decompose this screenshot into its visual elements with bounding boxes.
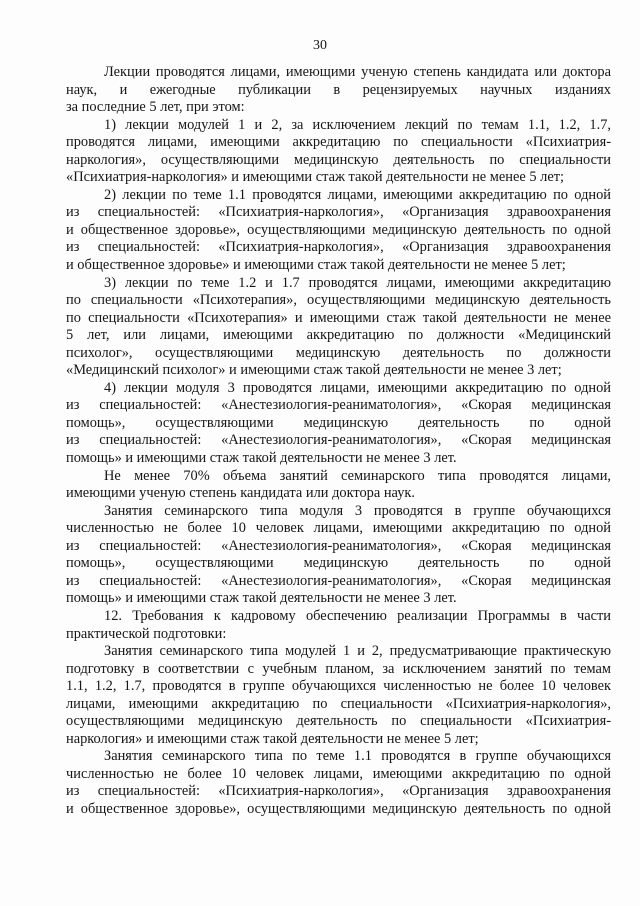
text-line: 4) лекции модуля 3 проводятся лицами, имеющими аккредитацию по одной bbox=[104, 379, 611, 396]
page-number: 30 bbox=[313, 38, 327, 53]
text-line: из специальностей: «Анестезиология-реаниматология», «Скорая медицинская bbox=[66, 432, 611, 449]
text-line: и общественное здоровье», осуществляющими медицинскую деятельность по одной bbox=[66, 800, 611, 817]
paragraph bbox=[66, 64, 611, 117]
text-line: практической подготовки: bbox=[66, 625, 227, 642]
paragraph bbox=[66, 503, 611, 608]
text-line: 5 лет, или лицами, имеющими аккредитацию по должности «Медицинский bbox=[66, 327, 611, 344]
text-line: из специальностей: «Психиатрия-наркология», «Организация здравоохранения bbox=[66, 204, 611, 221]
text-line: по специальности «Психотерапия» и имеющими стаж такой деятельности не менее bbox=[66, 309, 611, 326]
paragraph bbox=[66, 608, 611, 643]
text-line: наук, и ежегодные публикации в рецензируемых научных изданиях bbox=[66, 81, 611, 98]
text-line: осуществляющими медицинскую деятельность по специальности «Психиатрия- bbox=[66, 713, 611, 730]
text-line: помощь» и имеющими стаж такой деятельности не менее 3 лет. bbox=[66, 590, 457, 607]
paragraph bbox=[66, 748, 611, 818]
text-line: Занятия семинарского типа модуля 3 проводятся в группе обучающихся bbox=[104, 502, 611, 519]
document-body bbox=[66, 64, 611, 819]
text-line: из специальностей: «Психиатрия-наркология», «Организация здравоохранения bbox=[66, 783, 611, 800]
text-line: имеющими ученую степень кандидата или доктора наук. bbox=[66, 485, 415, 502]
text-line: из специальностей: «Анестезиология-реаниматология», «Скорая медицинская bbox=[66, 537, 611, 554]
text-line: помощь» и имеющими стаж такой деятельности не менее 3 лет. bbox=[66, 450, 457, 467]
text-line: «Психиатрия-наркология» и имеющими стаж такой деятельности не менее 5 лет; bbox=[66, 169, 565, 186]
text-line: и общественное здоровье», осуществляющими медицинскую деятельность по одной bbox=[66, 221, 611, 238]
text-line: Не менее 70% объема занятий семинарского типа проводятся лицами, bbox=[104, 467, 611, 484]
text-line: 1) лекции модулей 1 и 2, за исключением лекций по темам 1.1, 1.2, 1.7, bbox=[104, 116, 611, 133]
text-line: психолог», осуществляющими медицинскую деятельность по должности bbox=[66, 344, 611, 361]
paragraph bbox=[66, 643, 611, 748]
text-line: лицами, имеющими аккредитацию по специальности «Психиатрия-наркология», bbox=[66, 695, 611, 712]
text-line: по специальности «Психотерапия», осуществляющими медицинскую деятельность bbox=[66, 292, 611, 309]
paragraph bbox=[66, 187, 611, 275]
paragraph bbox=[66, 117, 611, 187]
paragraph bbox=[66, 380, 611, 468]
text-line: за последние 5 лет, при этом: bbox=[66, 99, 245, 116]
text-line: подготовку в соответствии с учебным планом, за исключением занятий по темам bbox=[66, 660, 611, 677]
text-line: численностью не более 10 человек лицами, имеющими аккредитацию по одной bbox=[66, 765, 611, 782]
text-line: из специальностей: «Анестезиология-реаниматология», «Скорая медицинская bbox=[66, 397, 611, 414]
text-line: «Медицинский психолог» и имеющими стаж такой деятельности не менее 3 лет; bbox=[66, 362, 562, 379]
text-line: Занятия семинарского типа по теме 1.1 проводятся в группе обучающихся bbox=[104, 748, 611, 765]
text-line: наркология» и имеющими стаж такой деятельности не менее 5 лет; bbox=[66, 730, 479, 747]
text-line: из специальностей: «Психиатрия-наркология», «Организация здравоохранения bbox=[66, 239, 611, 256]
text-line: численностью не более 10 человек лицами, имеющими аккредитацию по одной bbox=[66, 520, 611, 537]
text-line: Лекции проводятся лицами, имеющими ученую степень кандидата или доктора bbox=[104, 64, 611, 80]
text-line: и общественное здоровье» и имеющими стаж такой деятельности не менее 5 лет; bbox=[66, 257, 566, 274]
text-line: 1.1, 1.2, 1.7, проводятся в группе обучающихся численностью не более 10 человек bbox=[66, 678, 611, 695]
text-line: 2) лекции по теме 1.1 проводятся лицами, имеющими аккредитацию по одной bbox=[104, 186, 611, 203]
paragraph bbox=[66, 275, 611, 380]
paragraph bbox=[66, 468, 611, 503]
text-line: помощь», осуществляющими медицинскую деятельность по одной bbox=[66, 555, 611, 572]
text-line: помощь», осуществляющими медицинскую деятельность по одной bbox=[66, 414, 611, 431]
text-line: 3) лекции по теме 1.2 и 1.7 проводятся лицами, имеющими аккредитацию bbox=[104, 274, 611, 291]
text-line: наркология», осуществляющими медицинскую деятельность по специальности bbox=[66, 151, 611, 168]
text-line: 12. Требования к кадровому обеспечению реализации Программы в части bbox=[104, 607, 611, 624]
text-line: Занятия семинарского типа модулей 1 и 2, предусматривающие практическую bbox=[104, 643, 611, 660]
text-line: из специальностей: «Анестезиология-реаниматология», «Скорая медицинская bbox=[66, 572, 611, 589]
text-line: проводятся лицами, имеющими аккредитацию по специальности «Психиатрия- bbox=[66, 134, 611, 151]
